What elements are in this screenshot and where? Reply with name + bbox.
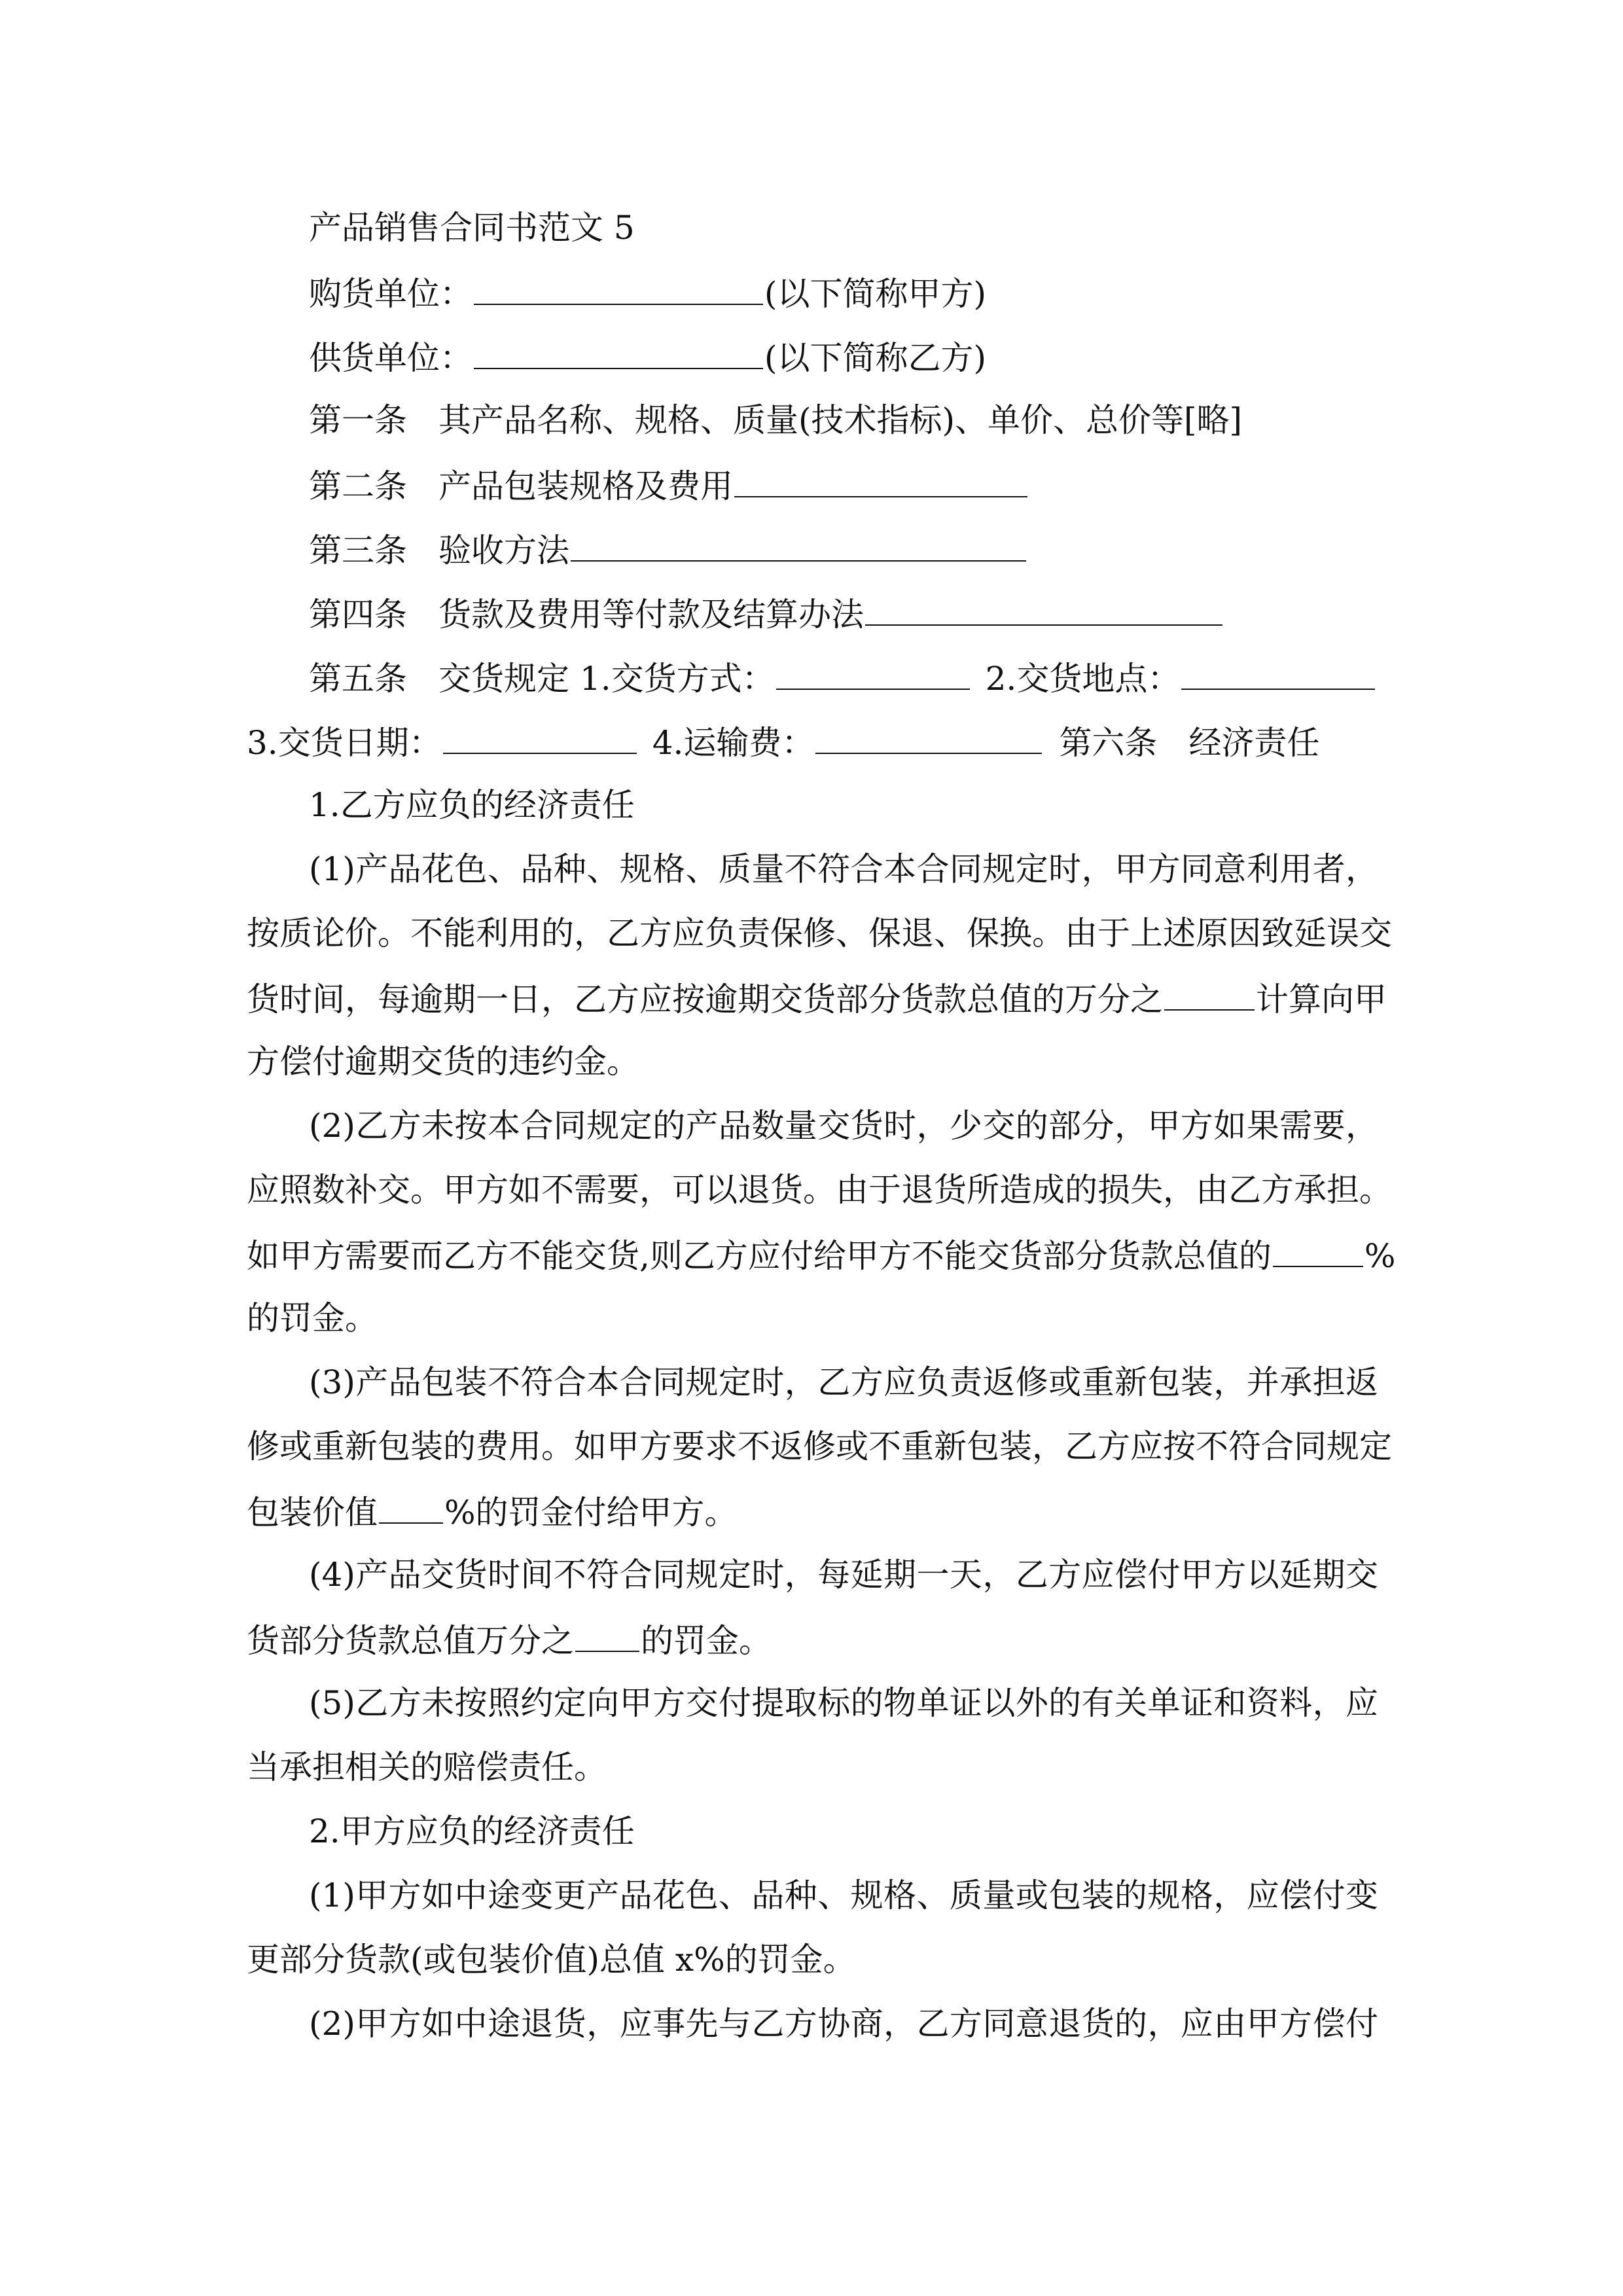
article-2-text: 产品包装规格及费用: [438, 467, 733, 505]
article-6-text: 经济责任: [1188, 724, 1320, 762]
section-1-heading: 1.乙方应负的经济责任: [309, 786, 635, 824]
clause-1-3-line-3: [247, 1491, 738, 1532]
clause-1-2-blank[interactable]: [1273, 1234, 1363, 1267]
article-5: [309, 657, 1376, 698]
clause-1-1-text-a: 货时间，每逾期一日，乙方应按逾期交货部分货款总值的万分之: [247, 980, 1163, 1018]
clause-1-3-line-2: 修或重新包装的费用。如甲方要求不返修或不重新包装，乙方应按不符合同规定: [247, 1427, 1392, 1465]
article-1: [309, 401, 1242, 440]
article-2-blank[interactable]: [734, 465, 1027, 497]
article-1-head: 第一条: [309, 401, 407, 439]
section-2-heading: 2.甲方应负的经济责任: [309, 1812, 635, 1850]
clause-1-1-blank[interactable]: [1164, 978, 1255, 1011]
clause-1-1-line-2: 按质论价。不能利用的，乙方应负责保修、保退、保换。由于上述原因致延误交: [247, 914, 1392, 952]
clause-1-2-line-4: 的罚金。: [247, 1299, 378, 1337]
clause-1-3-text-b: %的罚金付给甲方。: [444, 1494, 738, 1532]
buyer-suffix: (以下简称甲方): [764, 275, 987, 313]
clause-1-4-line-2: [247, 1619, 772, 1660]
article-3-head: 第三条: [309, 531, 407, 569]
clause-1-2-line-3: [247, 1234, 1395, 1276]
article-4-text: 货款及费用等付款及结算办法: [438, 596, 864, 634]
clause-1-1-line-3: [247, 978, 1387, 1019]
clause-1-1-line-4: 方偿付逾期交货的违约金。: [247, 1043, 639, 1081]
delivery-method-blank[interactable]: [776, 657, 970, 690]
article-6-head: 第六条: [1059, 724, 1158, 762]
clause-2-1-line-2: 更部分货款(或包装价值)总值 x%的罚金。: [247, 1941, 856, 1979]
clause-1-2-line-1: (2)乙方未按本合同规定的产品数量交货时，少交的部分，甲方如果需要，: [309, 1107, 1378, 1145]
buyer-label: 购货单位：: [309, 275, 473, 313]
delivery-place-blank[interactable]: [1181, 657, 1375, 690]
clause-1-3-text-a: 包装价值: [247, 1494, 378, 1532]
article-3-text: 验收方法: [438, 531, 569, 569]
clause-1-5-line-1: (5)乙方未按照约定向甲方交付提取标的物单证以外的有关单证和资料，应: [309, 1684, 1378, 1722]
delivery-place-label: 2.交货地点：: [985, 660, 1181, 698]
clause-1-1-text-b: 计算向甲: [1256, 980, 1387, 1018]
clause-2-1-line-1: (1)甲方如中途变更产品花色、品种、规格、质量或包装的规格，应偿付变: [309, 1876, 1378, 1914]
clause-1-3-blank[interactable]: [379, 1491, 443, 1524]
clause-1-2-text-b: %: [1364, 1237, 1396, 1275]
clause-1-1-line-1: (1)产品花色、品种、规格、质量不符合本合同规定时，甲方同意利用者，: [309, 850, 1378, 888]
buyer-blank[interactable]: [474, 272, 763, 305]
clause-1-3-line-1: (3)产品包装不符合本合同规定时，乙方应负责返修或重新包装，并承担返: [309, 1363, 1378, 1401]
freight-blank[interactable]: [815, 721, 1042, 754]
delivery-date-blank[interactable]: [443, 721, 637, 754]
seller-line: [309, 336, 986, 378]
article-5-cont: [247, 721, 1319, 762]
clause-1-2-text-a: 如甲方需要而乙方不能交货,则乙方应付给甲方不能交货部分货款总值的: [247, 1237, 1272, 1275]
freight-label: 4.运输费：: [652, 724, 815, 762]
clause-1-4-text-a: 货部分货款总值万分之: [247, 1622, 574, 1660]
seller-suffix: (以下简称乙方): [764, 339, 987, 377]
article-3-blank[interactable]: [571, 529, 1026, 562]
seller-label: 供货单位：: [309, 339, 473, 377]
clause-1-5-line-2: 当承担相关的赔偿责任。: [247, 1748, 607, 1786]
clause-1-4-line-1: (4)产品交货时间不符合同规定时，每延期一天，乙方应偿付甲方以延期交: [309, 1556, 1378, 1594]
seller-blank[interactable]: [474, 336, 763, 369]
buyer-line: [309, 272, 986, 314]
clause-2-2-line-1: (2)甲方如中途退货，应事先与乙方协商，乙方同意退货的，应由甲方偿付: [309, 2005, 1378, 2043]
article-4: [309, 593, 1224, 634]
delivery-date-label: 3.交货日期：: [247, 724, 442, 762]
article-3: [309, 529, 1027, 570]
article-2-head: 第二条: [309, 467, 407, 505]
document-title: 产品销售合同书范文 5: [309, 209, 635, 247]
article-5-head: 第五条: [309, 660, 407, 698]
clause-1-4-text-b: 的罚金。: [641, 1622, 772, 1660]
clause-1-2-line-2: 应照数补交。甲方如不需要，可以退货。由于退货所造成的损失，由乙方承担。: [247, 1171, 1392, 1209]
article-1-text: 其产品名称、规格、质量(技术指标)、单价、总价等[略]: [438, 401, 1243, 439]
article-2: [309, 465, 1029, 506]
article-4-head: 第四条: [309, 596, 407, 634]
clause-1-4-blank[interactable]: [575, 1619, 639, 1652]
article-4-blank[interactable]: [865, 593, 1222, 626]
article-5-text: 交货规定 1.交货方式：: [438, 660, 775, 698]
